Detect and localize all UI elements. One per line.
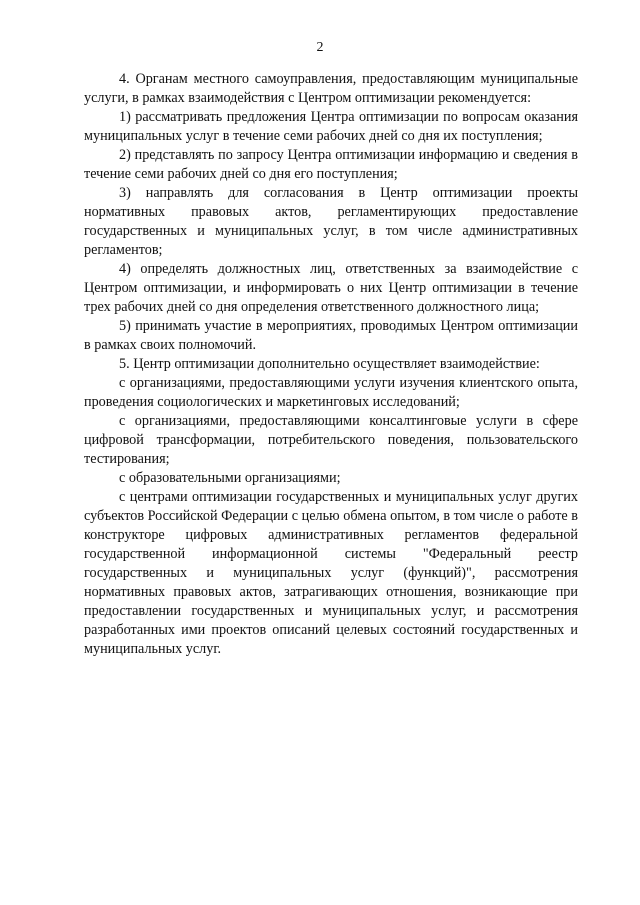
paragraph-subitem-5: 5) принимать участие в мероприятиях, проводимых Центром оптимизации в рамках своих полномочий. xyxy=(84,318,578,353)
paragraph-item-5-intro: 5. Центр оптимизации дополнительно осуществляет взаимодействие: xyxy=(119,356,540,372)
paragraph-interaction-client-experience: с организациями, предоставляющими услуги изучения клиентского опыта, проведения социологических и маркетинговых исследований; xyxy=(84,375,578,410)
paragraph-interaction-education: с образовательными организациями; xyxy=(119,470,341,486)
paragraph-interaction-consulting: с организациями, предоставляющими консалтинговые услуги в сфере цифровой трансформации, потребительского поведения, пользовательского тестирования; xyxy=(84,413,578,467)
page-number: 2 xyxy=(316,40,324,55)
paragraph-subitem-4: 4) определять должностных лиц, ответственных за взаимодействие с Центром оптимизации, и информировать о них Центр оптимизации в течение трех рабочих дней со дня определения ответственного должностного лица; xyxy=(84,261,578,315)
paragraph-subitem-1: 1) рассматривать предложения Центра оптимизации по вопросам оказания муниципальных услуг в течение семи рабочих дней со дня их поступления; xyxy=(84,109,578,144)
paragraph-item-4-intro: 4. Органам местного самоуправления, предоставляющим муниципальные услуги, в рамках взаимодействия с Центром оптимизации рекомендуется: xyxy=(84,71,578,106)
paragraph-subitem-3: 3) направлять для согласования в Центр оптимизации проекты нормативных правовых актов, регламентирующих предоставление государственных и муниципальных услуг, в том числе административных регламентов; xyxy=(84,185,578,258)
document-body xyxy=(84,70,578,659)
paragraph-interaction-other-regions: с центрами оптимизации государственных и муниципальных услуг других субъектов Российской Федерации с целью обмена опытом, в том числе о работе в конструкторе цифровых административных регламентов федеральной государственной информационной системы "Федеральный реестр государственных и муниципальных услуг (функций)", рассмотрения нормативных правовых актов, затрагивающих отношения, возникающие при предоставлении государственных и муниципальных услуг, и рассмотрения разработанных ими проектов описаний целевых состояний государственных и муниципальных услуг. xyxy=(84,489,578,657)
paragraph-subitem-2: 2) представлять по запросу Центра оптимизации информацию и сведения в течение семи рабочих дней со дня его поступления; xyxy=(84,147,578,182)
